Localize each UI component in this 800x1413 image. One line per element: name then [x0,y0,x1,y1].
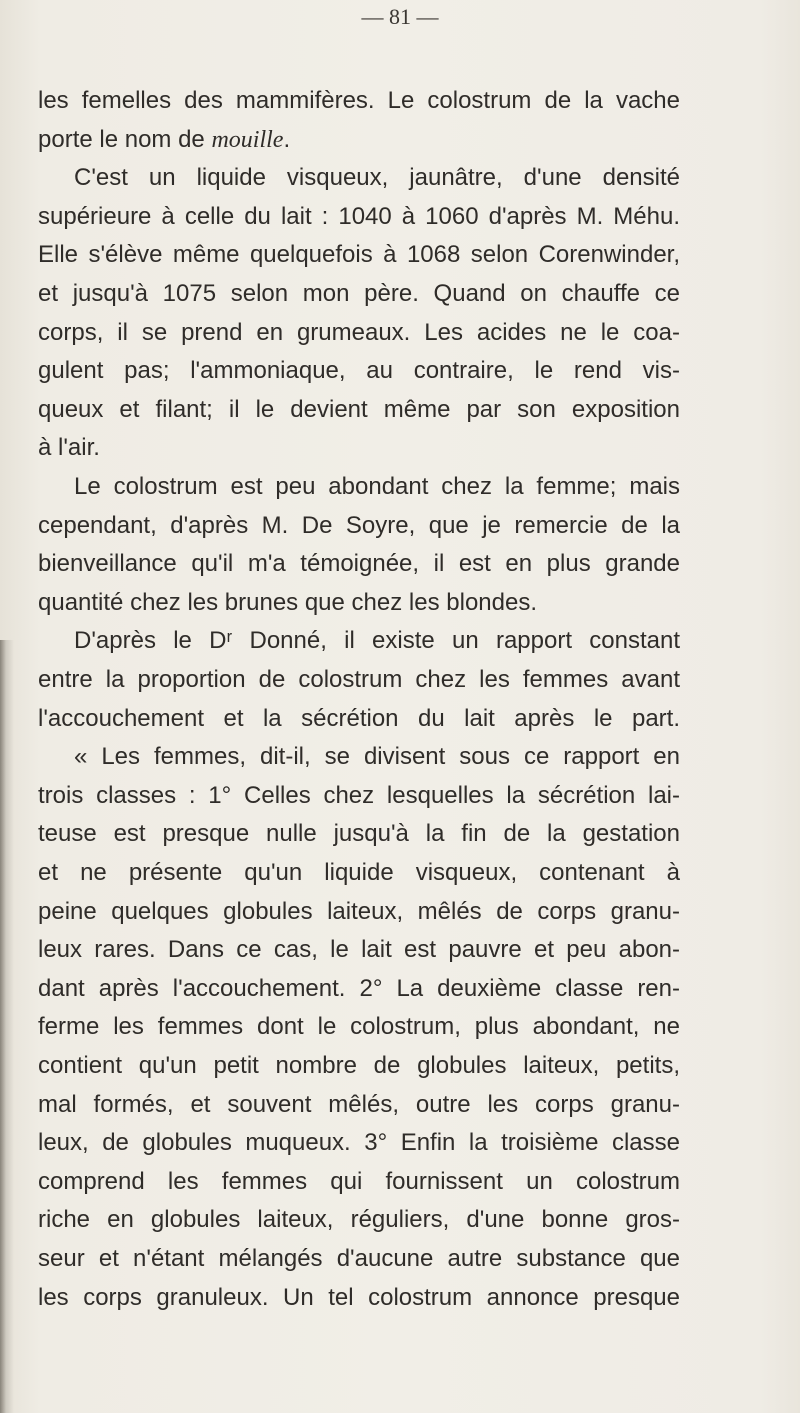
text-line: à l'air. [38,434,100,462]
text-line: leux, de globules muqueux. 3° Enfin la troisième classe [38,1129,680,1157]
page-number: — 81 — [361,4,439,29]
text-line: entre la proportion de colostrum chez les femmes avant [38,666,680,693]
text-line: teuse est presque nulle jusqu'à la fin de la gestation [38,820,680,848]
text-line: dant après l'accouchement. 2° La deuxième classe ren- [38,974,680,1002]
text-line: D'après le Dʳ Donné, il existe un rapport constant [74,627,680,655]
text-line: queux et filant; il le devient même par son exposition [38,395,680,423]
text-line: comprend les femmes qui fournissent un colostrum [38,1167,680,1195]
text-line: gulent pas; l'ammoniaque, au contraire, le rend vis- [38,357,680,385]
text-line: riche en globules laiteux, réguliers, d'une bonne gros- [38,1206,680,1234]
text-line: quantité chez les brunes que chez les blondes. [38,588,537,616]
text-line: peine quelques globules laiteux, mêlés de corps granu- [38,897,680,925]
text-line: trois classes : 1° Celles chez lesquelles la sécrétion lai- [38,781,680,809]
text-line: et jusqu'à 1075 selon mon père. Quand on chauffe ce [38,280,680,307]
text-line: contient qu'un petit nombre de globules laiteux, petits, [38,1052,680,1079]
text-segment: porte le nom de [38,125,212,153]
text-line: Le colostrum est peu abondant chez la femme; mais [74,473,680,500]
text-line: ferme les femmes dont le colostrum, plus abondant, ne [38,1013,680,1041]
italic-term: mouille [211,126,284,153]
text-line: les corps granuleux. Un tel colostrum annonce presque [38,1283,680,1311]
text-line: l'accouchement et la sécrétion du lait après le part. [38,704,680,732]
text-line: bienveillance qu'il m'a témoignée, il est en plus grande [38,550,680,578]
text-line: Elle s'élève même quelquefois à 1068 selon Corenwinder, [38,241,680,269]
text-line: corps, il se prend en grumeaux. Les acides ne le coa- [38,318,680,346]
text-line: supérieure à celle du lait : 1040 à 1060 d'après M. Méhu. [38,202,680,230]
text-line: et ne présente qu'un liquide visqueux, contenant à [38,859,680,886]
text-line [38,123,680,157]
text-line: seur et n'étant mélangés d'aucune autre substance que [38,1245,680,1272]
text-line: les femelles des mammifères. Le colostrum de la vache [38,87,680,114]
text-line: C'est un liquide visqueux, jaunâtre, d'une densité [74,164,680,192]
binding-shadow [0,640,14,1413]
text-line: mal formés, et souvent mêlés, outre les corps granu- [38,1090,680,1118]
text-line: « Les femmes, dit-il, se divisent sous ce rapport en [74,743,680,771]
text-line: leux rares. Dans ce cas, le lait est pauvre et peu abon- [38,936,680,964]
text-line: cependant, d'après M. De Soyre, que je remercie de la [38,511,680,539]
text-segment: . [283,125,291,153]
